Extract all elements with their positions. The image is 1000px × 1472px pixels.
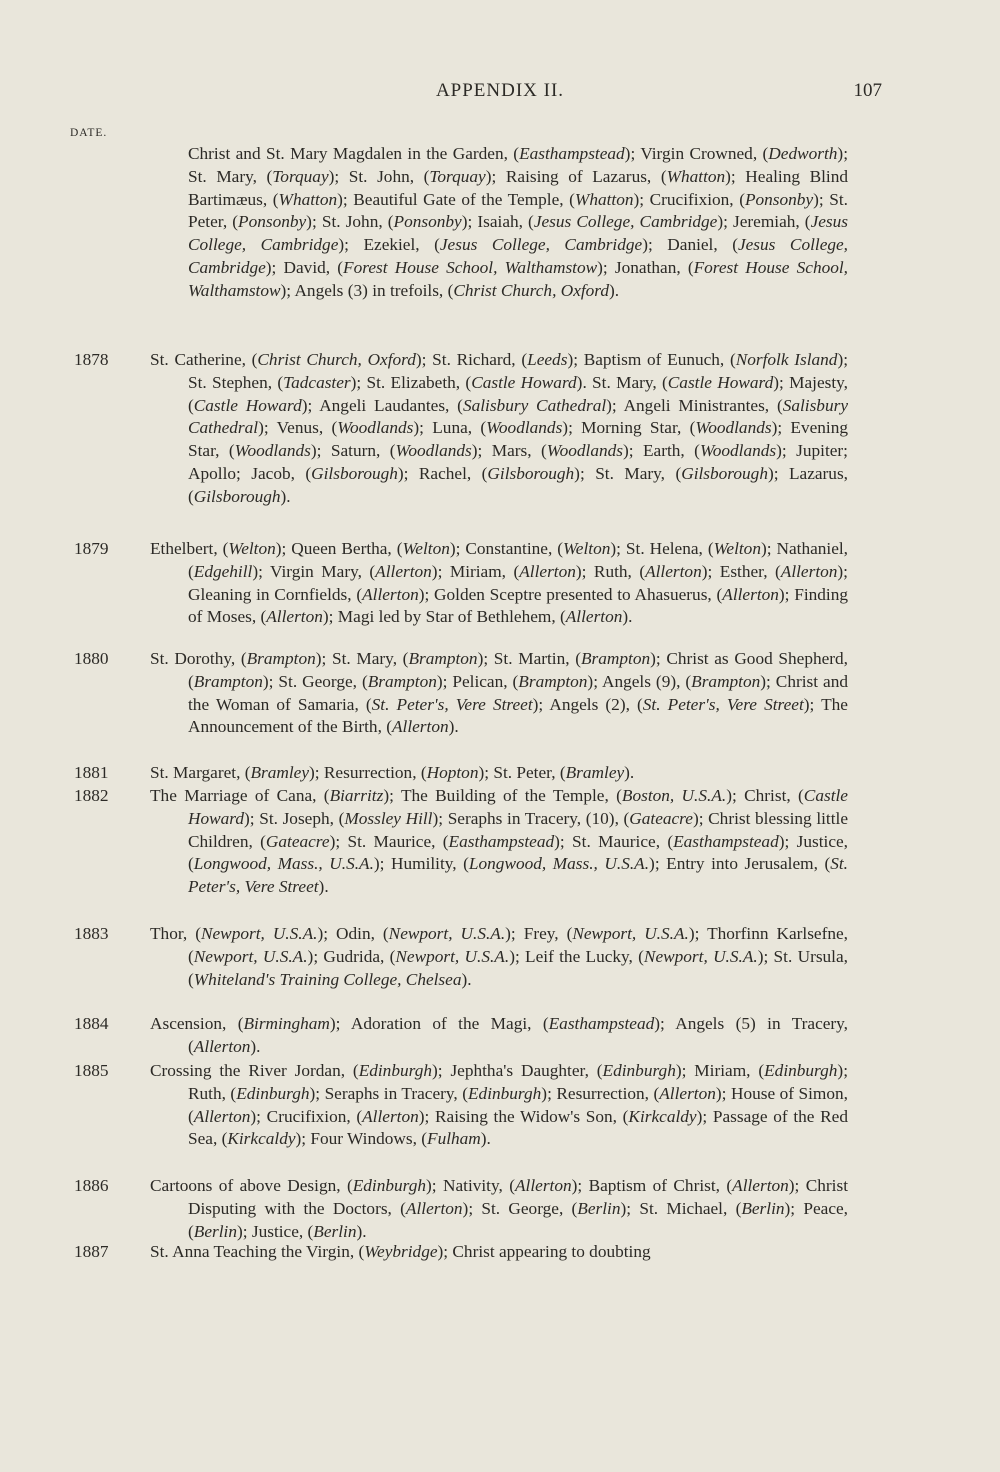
entry-text: Ethelbert, (Welton); Queen Bertha, (Welton); Constantine, (Welton); St. Helena, (Welton); Nathaniel, (Edgehill); Virgin Mary, (Allerton); Miriam, (Allerton); Ruth, (Allerton); Esther, (Allerton); Gleaning in Cornfields, (Allerton); Golden Sceptre presented to Ahasuerus, (Allerton); Finding of Moses, (Allerton); Magi led by Star of Bethlehem, (Allerton). [150, 539, 849, 627]
entry-text: St. Catherine, (Christ Church, Oxford); St. Richard, (Leeds); Baptism of Eunuch, (Norfolk Island); St. Stephen, (Tadcaster); St. Elizabeth, (Castle Howard). St. Mary, (Castle Howard); Majesty, (Castle Howard); Angeli Laudantes, (Salisbury Cathedral); Angeli Ministrantes, (Salisbury Cathedral); Venus, (Woodlands); Luna, (Woodlands); Morning Star, (Woodlands); Evening Star, (Woodlands); Saturn, (Woodlands); Mars, (Woodlands); Earth, (Woodlands); Jupiter; Apollo; Jacob, (Gilsborough); Rachel, (Gilsborough); St. Mary, (Gilsborough); Lazarus, (Gilsborough). [150, 350, 849, 506]
entry-text: Cartoons of above Design, (Edinburgh); Nativity, (Allerton); Baptism of Christ, (Allerton); Christ Disputing with the Doctors, (Allerton); St. George, (Berlin); St. Michael, (Berlin); Peace, (Berlin); Justice, (Berlin). [150, 1176, 849, 1241]
entry-text: The Marriage of Cana, (Biarritz); The Building of the Temple, (Boston, U.S.A.); Christ, (Castle Howard); St. Joseph, (Mossley Hill); Seraphs in Tracery, (10), (Gateacre); Christ blessing little Children, (Gateacre); St. Maurice, (Easthampstead); St. Maurice, (Easthampstead); Justice, (Longwood, Mass., U.S.A.); Humility, (Longwood, Mass., U.S.A.); Entry into Jerusalem, (St. Peter's, Vere Street). [150, 786, 848, 897]
entry-year: 1881 [74, 763, 109, 782]
entry-text: St. Margaret, (Bramley); Resurrection, (Hopton); St. Peter, (Bramley). [150, 763, 635, 782]
entry-text: Thor, (Newport, U.S.A.); Odin, (Newport, U.S.A.); Frey, (Newport, U.S.A.); Thorfinn Karlsefne, (Newport, U.S.A.); Gudrida, (Newport, U.S.A.); Leif the Lucky, (Newport, U.S.A.); St. Ursula, (Whiteland's Training College, Chelsea). [150, 924, 848, 989]
entry-year: 1882 [74, 786, 109, 805]
entry-year: 1879 [74, 539, 109, 558]
entry-year: 1878 [74, 350, 109, 369]
page-number: 107 [853, 80, 882, 101]
entry-year: 1884 [74, 1014, 109, 1033]
entry-year: 1880 [74, 649, 109, 668]
date-column-heading: DATE. [70, 127, 108, 139]
entry-year: 1885 [74, 1061, 109, 1080]
entry-year: 1887 [74, 1242, 109, 1261]
entry-text: St. Dorothy, (Brampton); St. Mary, (Brampton); St. Martin, (Brampton); Christ as Good Shepherd, (Brampton); St. George, (Brampton); Pelican, (Brampton); Angels (9), (Brampton); Christ and the Woman of Samaria, (St. Peter's, Vere Street); Angels (2), (St. Peter's, Vere Street); The Announcement of the Birth, (Allerton). [150, 649, 848, 737]
running-title: APPENDIX II. [435, 80, 565, 101]
entry-text: Christ and St. Mary Magdalen in the Garden, (Easthampstead); Virgin Crowned, (Dedworth); St. Mary, (Torquay); St. John, (Torquay); Raising of Lazarus, (Whatton); Healing Blind Bartimæus, (Whatton); Beautiful Gate of the Temple, (Whatton); Crucifixion, (Ponsonby); St. Peter, (Ponsonby); St. John, (Ponsonby); Isaiah, (Jesus College, Cambridge); Jeremiah, (Jesus College, Cambridge); Ezekiel, (Jesus College, Cambridge); Daniel, (Jesus College, Cambridge); David, (Forest House School, Walthamstow); Jonathan, (Forest House School, Walthamstow); Angels (3) in trefoils, (Christ Church, Oxford). [188, 144, 849, 300]
entry-text: Ascension, (Birmingham); Adoration of the Magi, (Easthampstead); Angels (5) in Tracery, (Allerton). [150, 1014, 848, 1056]
entry-year: 1883 [74, 924, 109, 943]
entry-text: Crossing the River Jordan, (Edinburgh); Jephtha's Daughter, (Edinburgh); Miriam, (Edinburgh); Ruth, (Edinburgh); Seraphs in Tracery, (Edinburgh); Resurrection, (Allerton); House of Simon, (Allerton); Crucifixion, (Allerton); Raising the Widow's Son, (Kirkcaldy); Passage of the Red Sea, (Kirkcaldy); Four Windows, (Fulham). [150, 1061, 848, 1149]
entry-text: St. Anna Teaching the Virgin, (Weybridge); Christ appearing to doubting [150, 1242, 651, 1261]
entry-year: 1886 [74, 1176, 109, 1195]
